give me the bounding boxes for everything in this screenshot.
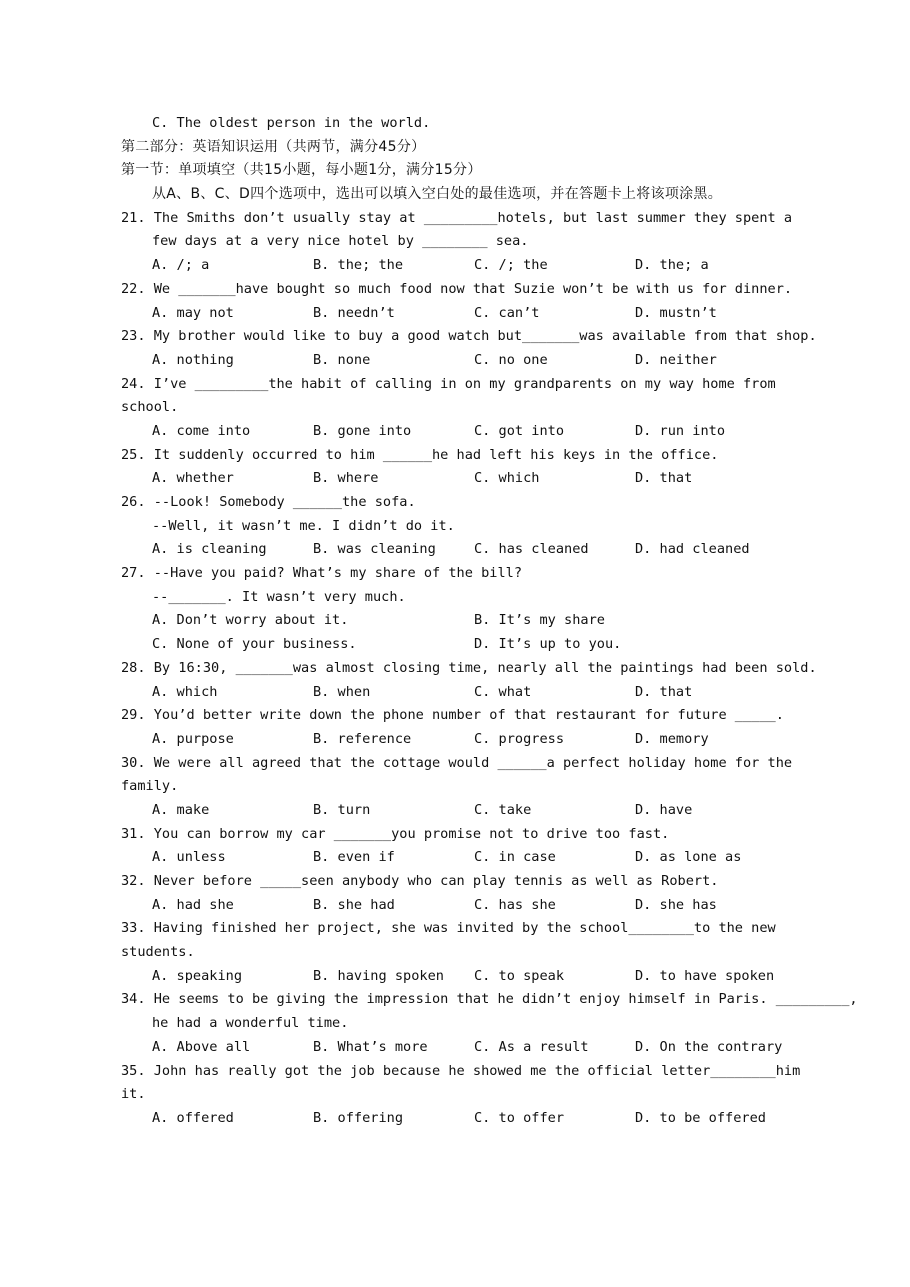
- answer-option: B. the; the: [313, 257, 404, 274]
- answer-option: A. which: [152, 683, 218, 700]
- option-row: [121, 538, 811, 562]
- question-stem: 32. Never before _____seen anybody who can play tennis as well as Robert.: [121, 873, 719, 889]
- answer-option: D. had cleaned: [635, 541, 750, 558]
- answer-option: C. take: [474, 801, 532, 818]
- question-item: [121, 657, 817, 704]
- answer-option: A. offered: [152, 1109, 234, 1126]
- question-item: [121, 752, 811, 823]
- question-stem: 30. We were all agreed that the cottage would ______a perfect holiday home for the: [121, 754, 793, 771]
- answer-option: D. mustn’t: [635, 304, 717, 321]
- answer-option: D. she has: [635, 896, 717, 913]
- question-stem-continued: students.: [121, 944, 195, 961]
- question-item: [121, 207, 811, 278]
- question-stem: 22. We _______have bought so much food now that Suzie won’t be with us for dinner.: [121, 280, 793, 297]
- answer-option: A. make: [152, 801, 210, 818]
- answer-option: A. whether: [152, 470, 234, 487]
- question-stem: 29. You’d better write down the phone number of that restaurant for future _____.: [121, 707, 784, 724]
- answer-option: D. have: [635, 801, 693, 818]
- question-stem: 28. By 16:30, _______was almost closing time, nearly all the paintings had been sold.: [121, 659, 817, 676]
- question-item: [121, 278, 811, 325]
- answer-option: A. nothing: [152, 351, 234, 368]
- option-row: [121, 965, 811, 989]
- question-stem-continued: --_______. It wasn’t very much.: [152, 588, 406, 605]
- question-stem-continued: it.: [121, 1086, 146, 1103]
- question-item: [121, 325, 817, 372]
- option-row: [121, 349, 811, 373]
- option-row: [121, 681, 811, 705]
- answer-option: A. come into: [152, 422, 251, 439]
- question-item: [121, 870, 811, 917]
- answer-option: C. has cleaned: [474, 541, 589, 558]
- answer-option: B. reference: [313, 730, 412, 747]
- answer-option: B. none: [313, 351, 371, 368]
- answer-option: C. got into: [474, 422, 565, 439]
- answer-option: D. that: [635, 683, 693, 700]
- question-item: [121, 373, 811, 444]
- answer-option: C. which: [474, 470, 540, 487]
- answer-option: C. None of your business.: [152, 636, 357, 653]
- question-stem: 25. It suddenly occurred to him ______he had left his keys in the office.: [121, 446, 719, 463]
- answer-option: D. the; a: [635, 257, 709, 274]
- question-stem: 23. My brother would like to buy a good watch but_______was available from that shop.: [121, 328, 817, 345]
- question-stem-continued: he had a wonderful time.: [152, 1015, 349, 1032]
- question-stem-continued: family.: [121, 778, 179, 795]
- answer-option: C. to speak: [474, 967, 565, 984]
- answer-option: B. turn: [313, 801, 371, 818]
- answer-option: D. It’s up to you.: [474, 636, 622, 653]
- option-row: [121, 846, 811, 870]
- option-row: [121, 728, 811, 752]
- answer-option: C. what: [474, 683, 532, 700]
- question-item: [121, 823, 811, 870]
- option-row: [121, 633, 811, 657]
- question-item: [121, 917, 811, 988]
- answer-option: C. progress: [474, 730, 565, 747]
- answer-option: B. needn’t: [313, 304, 395, 321]
- option-row: [121, 467, 811, 491]
- question-stem: 34. He seems to be giving the impression that he didn’t enjoy himself in Paris. _________,: [121, 991, 858, 1008]
- answer-option: D. neither: [635, 351, 717, 368]
- exam-page: [121, 112, 858, 1131]
- answer-option: B. having spoken: [313, 967, 444, 984]
- question-list: [121, 207, 858, 1131]
- answer-option: A. Don’t worry about it.: [152, 612, 349, 629]
- question-item: [121, 988, 858, 1059]
- option-row: [121, 1107, 811, 1131]
- option-row: [121, 1036, 811, 1060]
- prev-option-c: C. The oldest person in the world.: [152, 115, 431, 131]
- answer-option: C. in case: [474, 849, 556, 866]
- answer-option: A. unless: [152, 849, 226, 866]
- question-stem: 26. --Look! Somebody ______the sofa.: [121, 494, 416, 510]
- answer-option: A. Above all: [152, 1038, 251, 1055]
- option-row: [121, 420, 811, 444]
- answer-option: B. What’s more: [313, 1038, 428, 1055]
- question-stem: 21. The Smiths don’t usually stay at _________hotels, but last summer they spent a: [121, 209, 793, 226]
- answer-option: A. had she: [152, 896, 234, 913]
- answer-option: C. to offer: [474, 1109, 565, 1126]
- question-item: [121, 562, 811, 657]
- question-item: [121, 491, 811, 562]
- option-row: [121, 609, 811, 633]
- answer-option: C. can’t: [474, 304, 540, 321]
- answer-option: D. run into: [635, 422, 726, 439]
- answer-option: A. /; a: [152, 257, 210, 274]
- question-stem-continued: school.: [121, 399, 179, 416]
- question-stem: 24. I’ve _________the habit of calling in on my grandparents on my way home from: [121, 375, 776, 392]
- question-stem-continued: few days at a very nice hotel by ________ sea.: [152, 233, 529, 250]
- part-heading: 第二部分：英语知识运用（共两节，满分45分）: [121, 138, 426, 155]
- answer-option: A. speaking: [152, 967, 243, 984]
- answer-option: D. as lone as: [635, 849, 742, 866]
- answer-option: C. As a result: [474, 1038, 589, 1055]
- answer-option: A. may not: [152, 304, 234, 321]
- question-item: [121, 704, 811, 751]
- answer-option: C. /; the: [474, 257, 548, 274]
- answer-option: B. when: [313, 683, 371, 700]
- option-row: [121, 799, 811, 823]
- answer-option: A. is cleaning: [152, 541, 267, 558]
- answer-option: B. gone into: [313, 422, 412, 439]
- question-stem: 27. --Have you paid? What’s my share of the bill?: [121, 565, 523, 582]
- answer-option: D. memory: [635, 730, 709, 747]
- section-heading: 第一节：单项填空（共15小题，每小题1分，满分15分）: [121, 162, 482, 179]
- answer-option: B. offering: [313, 1109, 404, 1126]
- answer-option: D. that: [635, 470, 693, 487]
- answer-option: B. even if: [313, 849, 395, 866]
- answer-option: B. was cleaning: [313, 541, 436, 558]
- option-row: [121, 894, 811, 918]
- answer-option: C. no one: [474, 351, 548, 368]
- answer-option: C. has she: [474, 896, 556, 913]
- answer-option: B. she had: [313, 896, 395, 913]
- question-stem: 31. You can borrow my car _______you promise not to drive too fast.: [121, 825, 670, 842]
- instructions: 从A、B、C、D四个选项中，选出可以填入空白处的最佳选项，并在答题卡上将该项涂黑。: [152, 186, 723, 203]
- question-item: [121, 444, 811, 491]
- option-row: [121, 302, 811, 326]
- option-row: [121, 254, 811, 278]
- answer-option: B. It’s my share: [474, 612, 605, 629]
- question-stem-continued: --Well, it wasn’t me. I didn’t do it.: [152, 517, 455, 534]
- question-stem: 33. Having finished her project, she was invited by the school________to the new: [121, 920, 776, 937]
- answer-option: B. where: [313, 470, 379, 487]
- answer-option: D. On the contrary: [635, 1038, 783, 1055]
- question-item: [121, 1060, 811, 1131]
- question-stem: 35. John has really got the job because he showed me the official letter________him: [121, 1062, 801, 1079]
- answer-option: A. purpose: [152, 730, 234, 747]
- answer-option: D. to have spoken: [635, 967, 775, 984]
- answer-option: D. to be offered: [635, 1109, 766, 1126]
